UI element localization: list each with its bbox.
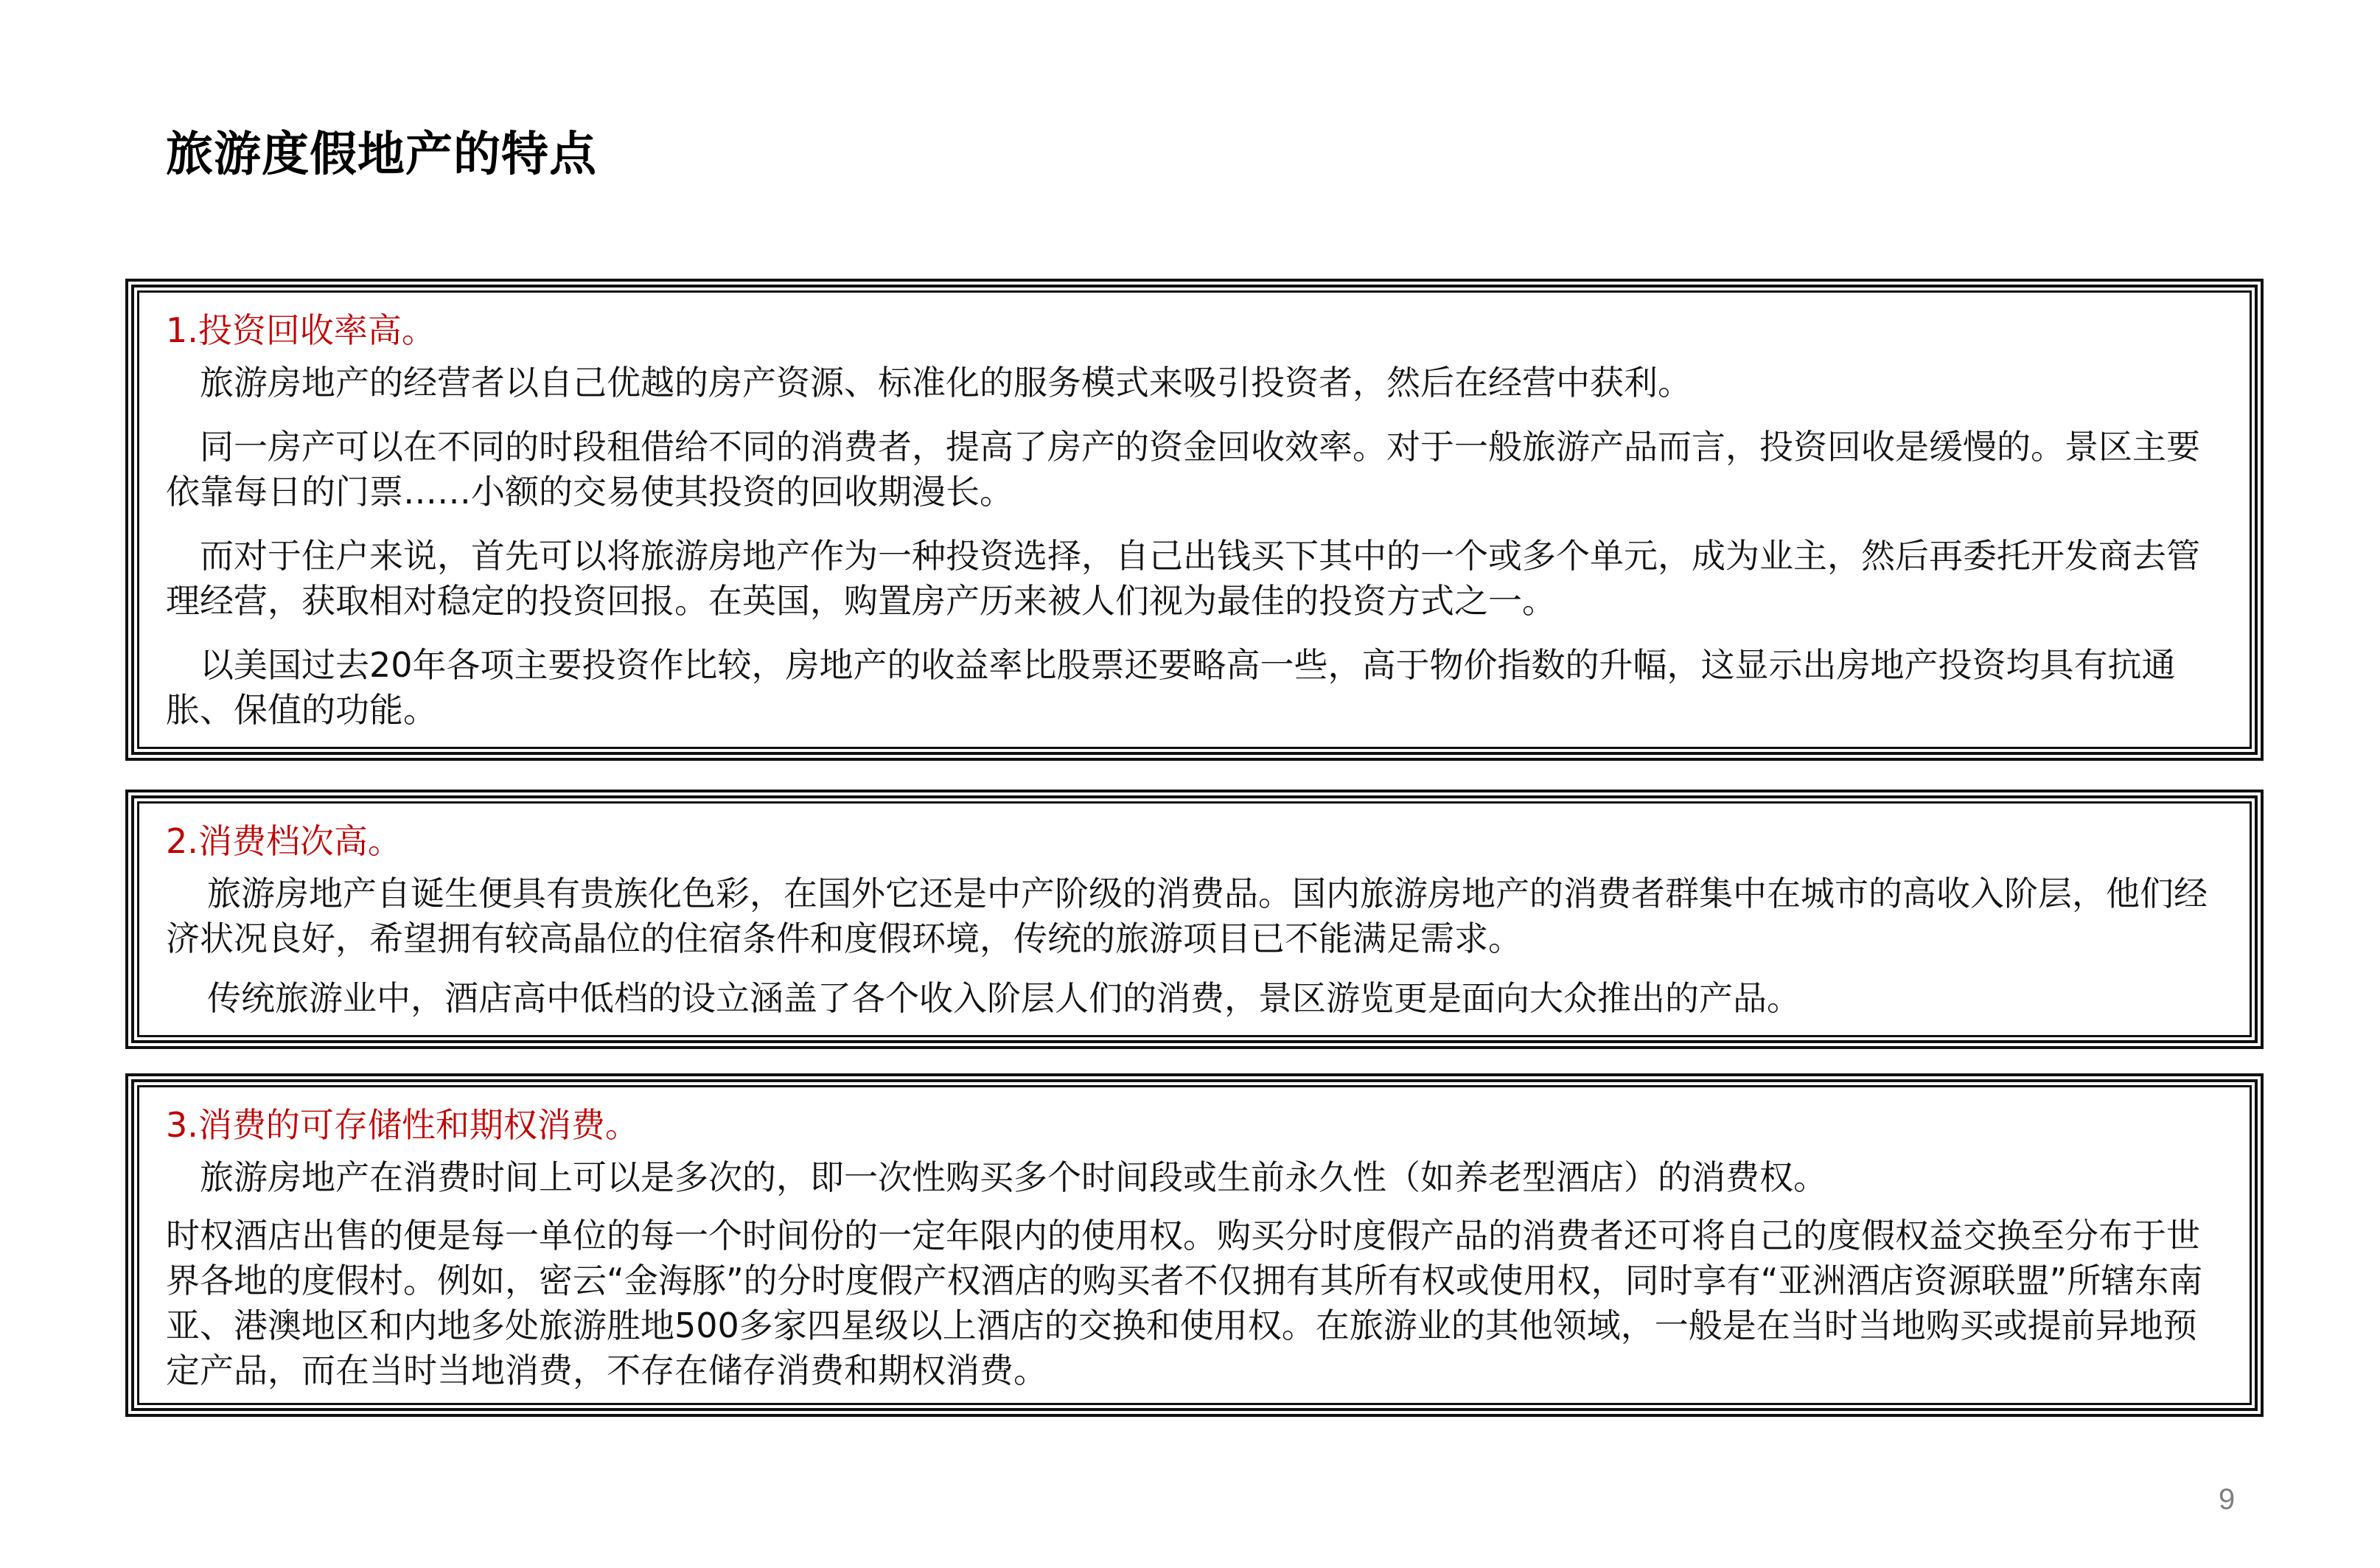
section-inner-frame: [137, 1085, 2252, 1405]
section-paragraph: 同一房产可以在不同的时段租借给不同的消费者，提高了房产的资金回收效率。对于一般旅游产品而言，投资回收是缓慢的。景区主要依靠每日的门票……小额的交易使其投资的回收期漫长。: [166, 427, 2200, 512]
page-number: 9: [2219, 1483, 2236, 1516]
section-paragraph: 传统旅游业中，酒店高中低档的设立涵盖了各个收入阶层人们的消费，景区游览更是面向大众推出的产品。: [207, 978, 1801, 1018]
section-paragraph: 旅游房地产自诞生便具有贵族化色彩，在国外它还是中产阶级的消费品。国内旅游房地产的消费者群集中在城市的高收入阶层，他们经济状况良好，希望拥有较高晶位的住宿条件和度假环境，传统的旅游项目已不能满足需求。: [166, 874, 2208, 958]
section-inner-frame: [137, 290, 2252, 749]
section-heading: 3.消费的可存储性和期权消费。: [166, 1105, 639, 1145]
section-inner-frame: [137, 801, 2252, 1037]
section-paragraph: 以美国过去20年各项主要投资作比较，房地产的收益率比股票还要略高一些，高于物价指数的升幅，这显示出房地产投资均具有抗通胀、保值的功能。: [166, 645, 2176, 730]
section-heading: 1.投资回收率高。: [166, 310, 436, 350]
section-heading: 2.消费档次高。: [166, 821, 402, 861]
section-consumption-level: [125, 790, 2264, 1049]
section-paragraph: 时权酒店出售的便是每一单位的每一个时间份的一定年限内的使用权。购买分时度假产品的消费者还可将自己的度假权益交换至分布于世界各地的度假村。例如，密云“金海豚”的分时度假产权酒店的购买者不仅拥有其所有权或使用权，同时享有“亚洲酒店资源联盟”所辖东南亚、港澳地区和内地多处旅游胜地500多家四星级以上酒店的交换和使用权。在旅游业的其他领域，一般是在当时当地购买或提前异地预定产品，而在当时当地消费，不存在储存消费和期权消费。: [166, 1216, 2203, 1390]
section-storable-consumption: [125, 1073, 2264, 1417]
section-investment-return: [125, 279, 2264, 761]
page-title: 旅游度假地产的特点: [166, 128, 597, 182]
section-paragraph: 旅游房地产在消费时间上可以是多次的，即一次性购买多个时间段或生前永久性（如养老型酒店）的消费权。: [200, 1157, 1827, 1197]
section-paragraph: 而对于住户来说，首先可以将旅游房地产作为一种投资选择，自己出钱买下其中的一个或多个单元，成为业主，然后再委托开发商去管理经营，获取相对稳定的投资回报。在英国，购置房产历来被人们视为最佳的投资方式之一。: [166, 536, 2200, 621]
section-paragraph: 旅游房地产的经营者以自己优越的房产资源、标准化的服务模式来吸引投资者，然后在经营中获利。: [200, 363, 1692, 403]
